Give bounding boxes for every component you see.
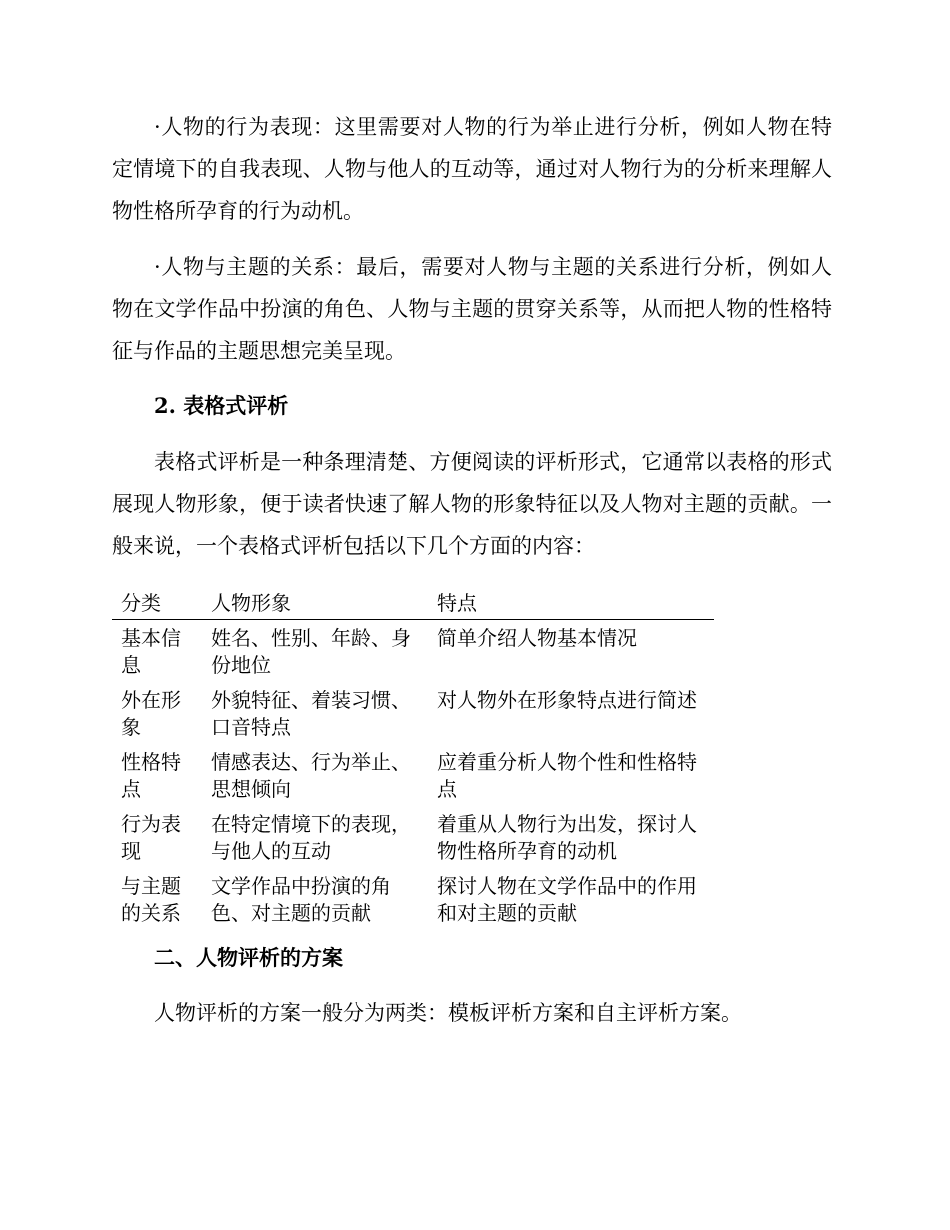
table-row	[112, 744, 714, 806]
table-cell-features: 应着重分析人物个性和性格特点	[437, 750, 697, 801]
table-header-row	[112, 590, 714, 620]
table-header-image: 人物形象	[202, 590, 428, 620]
paragraph-table-intro: 表格式评析是一种条理清楚、方便阅读的评析形式，它通常以表格的形式展现人物形象，便于读者快速了解人物的形象特征以及人物对主题的贡献。一般来说，一个表格式评析包括以下几个方面的内容：	[112, 450, 832, 558]
table-cell-features: 探讨人物在文学作品中的作用和对主题的贡献	[437, 874, 697, 925]
heading-table-section: 2. 表格式评析	[154, 393, 289, 418]
paragraph-behavior: ·人物的行为表现：这里需要对人物的行为举止进行分析，例如人物在特定情境下的自我表现、人物与他人的互动等，通过对人物行为的分析来理解人物性格所孕育的行为动机。	[112, 115, 832, 223]
table-cell-image: 文学作品中扮演的角色、对主题的贡献	[211, 874, 391, 925]
table-header-features: 特点	[428, 590, 714, 620]
heading-plan-section: 二、人物评析的方案	[154, 945, 343, 970]
table-cell-image: 情感表达、行为举止、思想倾向	[211, 750, 411, 801]
analysis-table-container	[112, 590, 714, 930]
table-cell-image: 姓名、性别、年龄、身份地位	[211, 626, 411, 677]
table-header-category: 分类	[112, 590, 202, 620]
table-cell-features: 着重从人物行为出发，探讨人物性格所孕育的动机	[437, 812, 697, 863]
paragraph-theme-relation: ·人物与主题的关系：最后，需要对人物与主题的关系进行分析，例如人物在文学作品中扮演的角色、人物与主题的贯穿关系等，从而把人物的性格特征与作品的主题思想完美呈现。	[112, 255, 832, 363]
analysis-table	[112, 590, 714, 930]
table-cell-features: 简单介绍人物基本情况	[437, 626, 637, 650]
table-row	[112, 620, 714, 683]
table-cell-image: 在特定情境下的表现，与他人的互动	[211, 812, 411, 863]
paragraph-plan-intro: 人物评析的方案一般分为两类：模板评析方案和自主评析方案。	[154, 1001, 742, 1025]
table-cell-features: 对人物外在形象特点进行简述	[437, 688, 697, 712]
table-cell-category: 外在形象	[121, 688, 181, 739]
table-row	[112, 806, 714, 868]
table-cell-category: 性格特点	[121, 750, 181, 801]
table-row	[112, 682, 714, 744]
table-cell-image: 外貌特征、着装习惯、口音特点	[211, 688, 411, 739]
table-cell-category: 与主题的关系	[121, 874, 181, 925]
table-cell-category: 行为表现	[121, 812, 181, 863]
table-row	[112, 868, 714, 930]
table-cell-category: 基本信息	[121, 626, 181, 677]
